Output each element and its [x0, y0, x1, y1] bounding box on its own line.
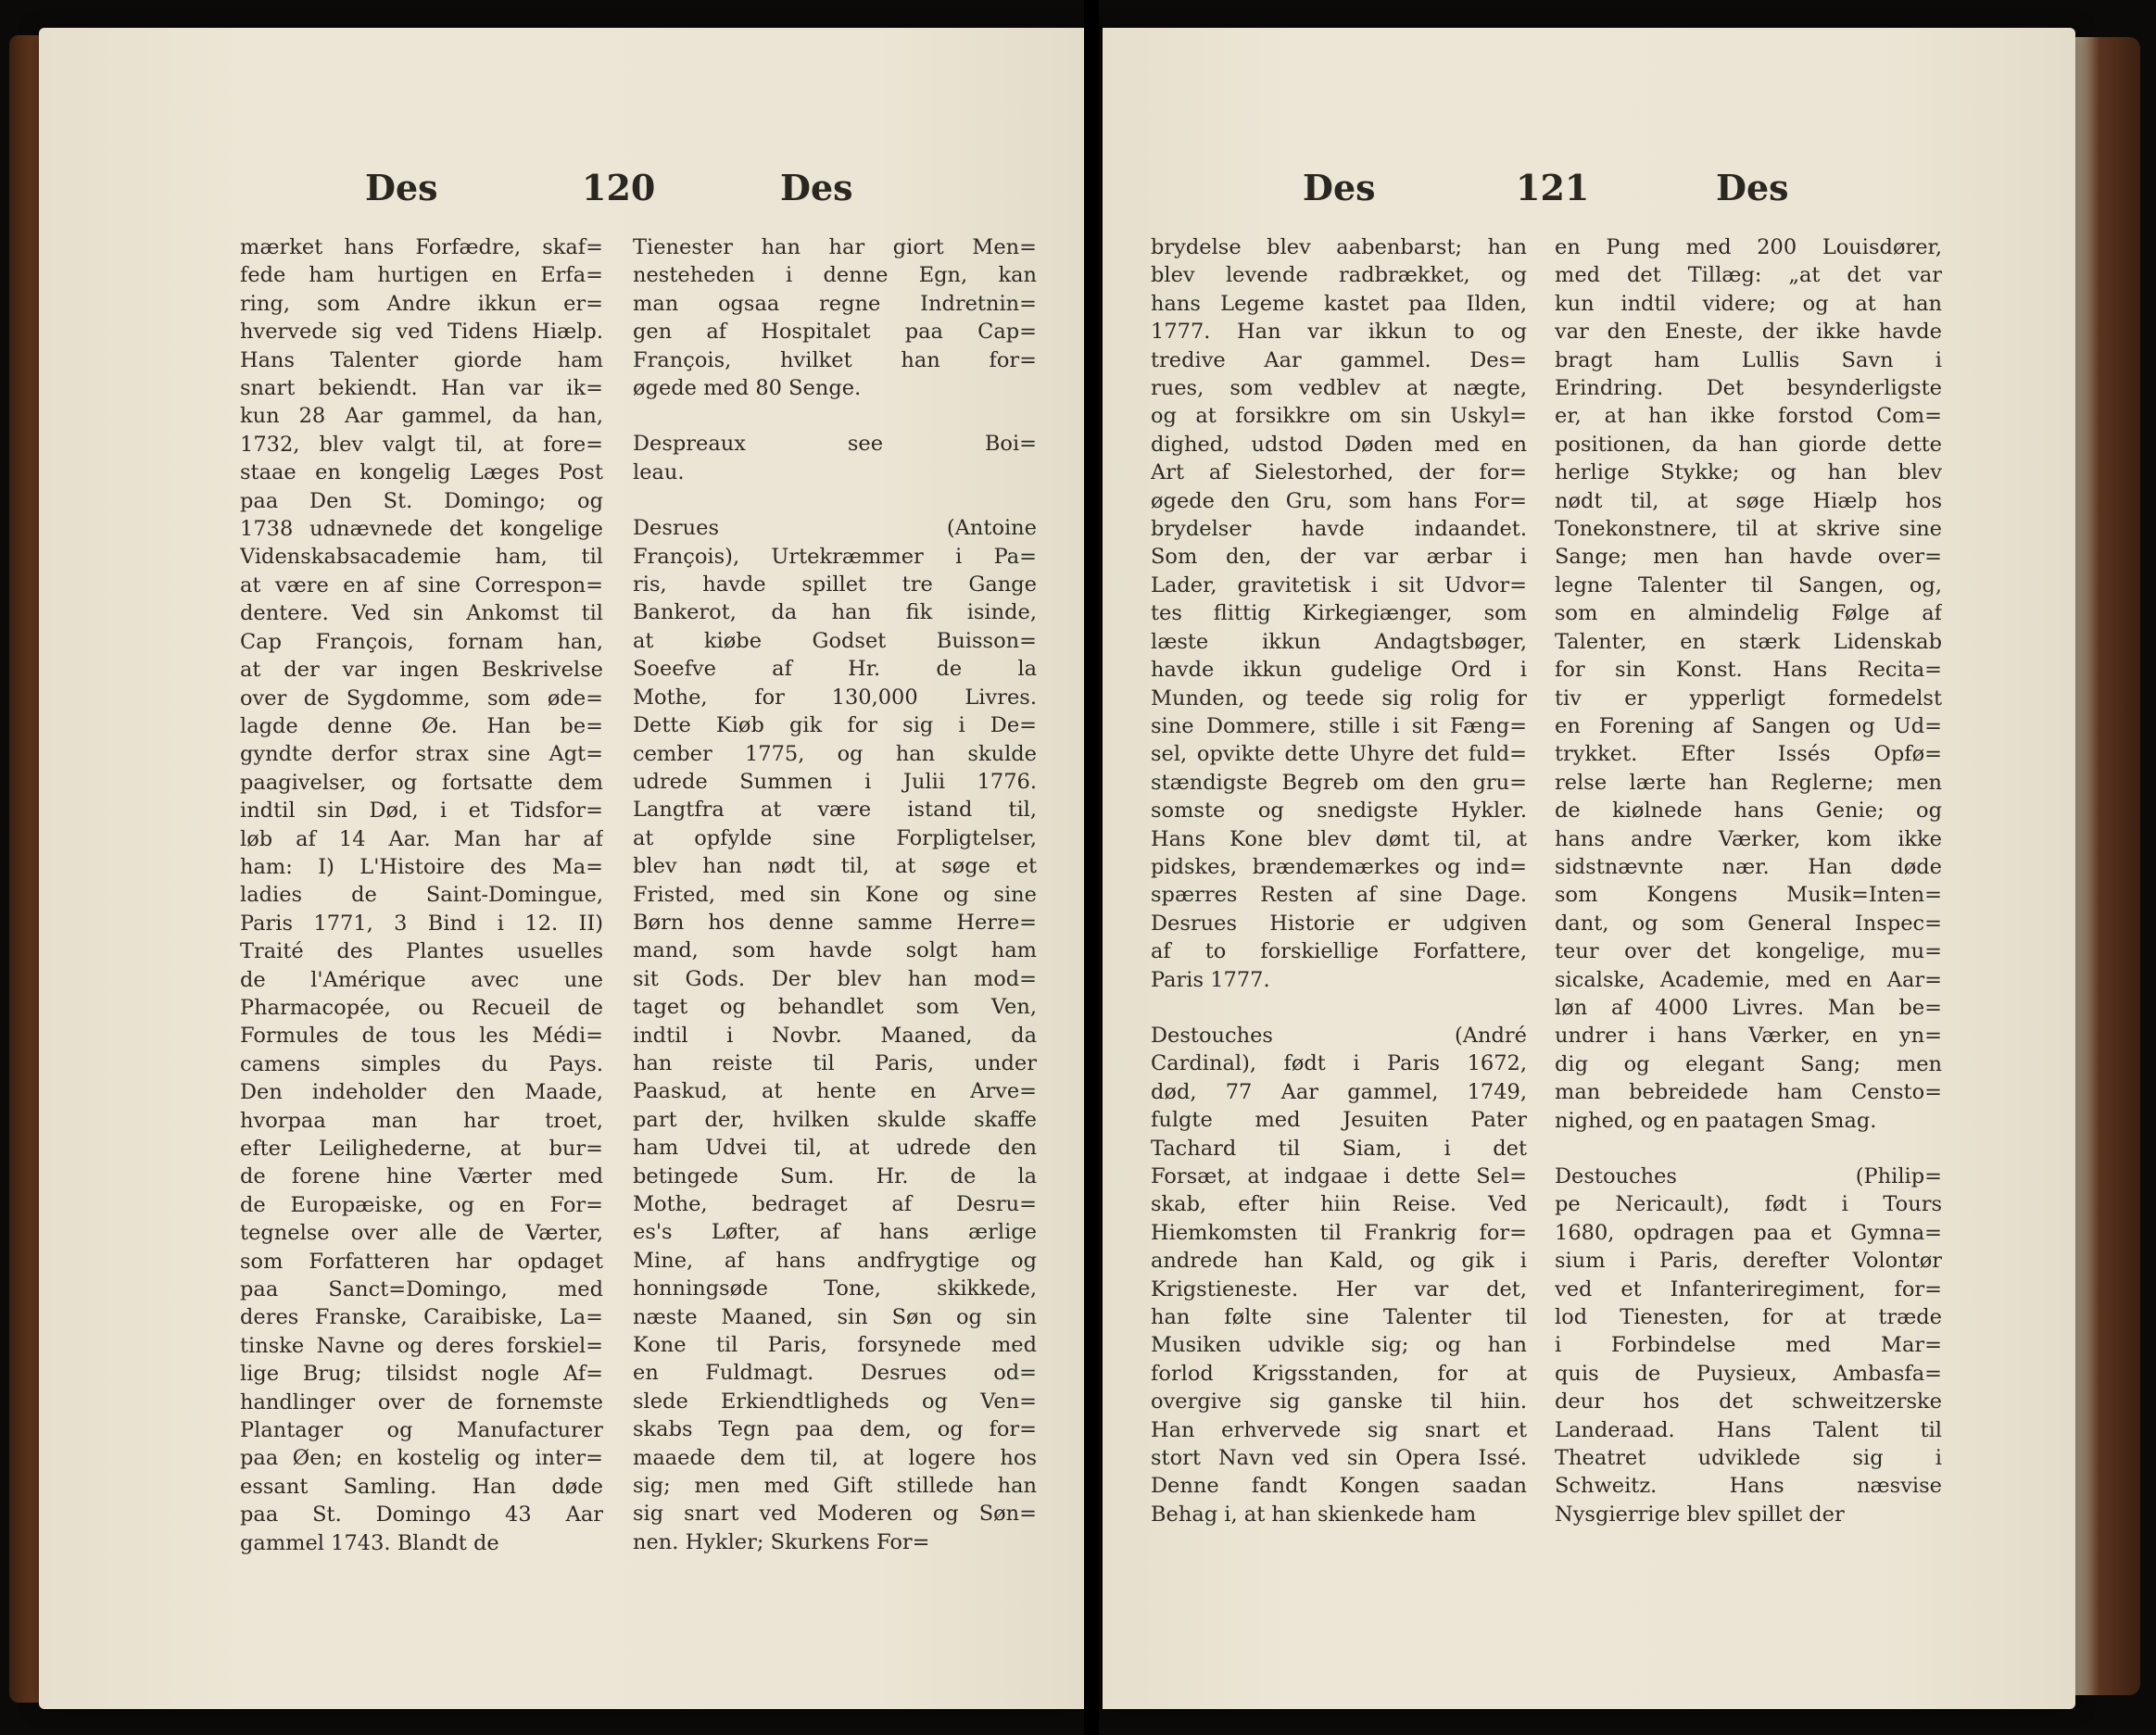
text-line: Cap François, fornam han, [240, 629, 603, 654]
text-line: undrer i hans Værker, en yn= [1555, 1024, 1942, 1049]
text-line: Nysgierrige blev spillet der [1555, 1502, 1845, 1527]
text-line: rues, som vedblev at nægte, [1151, 376, 1527, 401]
text-line: tinske Navne og deres forskiel= [240, 1333, 603, 1358]
text-line: es's Løfter, af hans ærlige [633, 1220, 1037, 1245]
text-line: deres Franske, Caraibiske, La= [240, 1305, 603, 1330]
text-line: Hans Talenter giorde ham [240, 347, 603, 372]
text-line: taget og behandlet som Ven, [633, 995, 1037, 1020]
text-line: sicalske, Academie, med en Aar= [1555, 967, 1942, 992]
text-line: fulgte med Jesuiten Pater [1151, 1108, 1527, 1133]
text-line: løb af 14 Aar. Man har af [240, 826, 603, 851]
text-line: legne Talenter til Sangen, og, [1555, 572, 1942, 597]
text-line: sine Dommere, stille i sit Fæng= [1151, 713, 1527, 738]
text-line: skab, efter hiin Reise. Ved [1151, 1192, 1527, 1217]
text-line: 1738 udnævnede det kongelige [240, 517, 603, 542]
text-line: betingede Sum. Hr. de la [633, 1163, 1037, 1188]
text-line: skabs Tegn paa dem, og for= [633, 1417, 1037, 1442]
right-page [1103, 28, 2075, 1709]
text-line: ham Udvei til, at udrede den [633, 1136, 1037, 1161]
text-line: i Forbindelse med Mar= [1555, 1333, 1942, 1358]
text-line: honningsøde Tone, skikkede, [633, 1276, 1037, 1301]
text-line: dig og elegant Sang; men [1555, 1051, 1942, 1076]
text-line: forlod Krigsstanden, for at [1151, 1361, 1527, 1386]
text-line: er, at han ikke forstod Com= [1555, 404, 1942, 429]
text-line: tes flittig Kirkegiænger, som [1151, 601, 1527, 626]
text-line: at der var ingen Beskrivelse [240, 658, 603, 683]
text-line: François, hvilket han for= [633, 347, 1037, 372]
text-line: Tonekonstnere, til at skrive sine [1555, 517, 1942, 542]
text-line: Børn hos denne samme Herre= [633, 910, 1037, 935]
text-line: dighed, udstod Døden med en [1151, 432, 1527, 457]
text-line: lagde denne Øe. Han be= [240, 713, 603, 738]
text-line: essant Samling. Han døde [240, 1474, 603, 1499]
text-line: Videnskabsacademie ham, til [240, 545, 603, 570]
text-line: Fristed, med sin Kone og sine [633, 882, 1037, 907]
text-line: pidskes, brændemærkes og ind= [1151, 854, 1527, 879]
text-line: camens simples du Pays. [240, 1051, 603, 1076]
text-line: en Fuldmagt. Desrues od= [633, 1361, 1037, 1386]
right-page-number: 121 [1516, 167, 1590, 208]
text-line: som en almindelig Følge af [1555, 601, 1942, 626]
text-line: man bebreidede ham Censto= [1555, 1080, 1942, 1105]
text-line: som Kongens Musik=Inten= [1555, 883, 1942, 908]
text-line: en Forening af Sangen og Ud= [1555, 713, 1942, 738]
text-line: kun 28 Aar gammel, da han, [240, 404, 603, 429]
text-line: ved et Infanteriregiment, for= [1555, 1276, 1942, 1301]
text-line: de forene hine Værter med [240, 1164, 603, 1189]
text-line: sig; men med Gift stillede han [633, 1474, 1037, 1499]
text-line: overgive sig ganske til hiin. [1151, 1389, 1527, 1414]
text-line: mand, som havde solgt ham [633, 938, 1037, 963]
text-line: Musiken udvikle sig; og han [1151, 1333, 1527, 1358]
text-line: slede Erkiendtligheds og Ven= [633, 1389, 1037, 1414]
text-line: tredive Aar gammel. Des= [1151, 347, 1527, 372]
text-line: over de Sygdomme, som øde= [240, 685, 603, 710]
text-line: Dette Kiøb gik for sig i De= [633, 713, 1037, 738]
text-line: en Pung med 200 Louisdører, [1555, 235, 1942, 259]
text-line: de l'Amérique avec une [240, 967, 603, 992]
text-line: lod Tienesten, for at træde [1555, 1305, 1942, 1330]
left-page-column-1 [240, 233, 603, 1557]
text-line: hans andre Værker, kom ikke [1555, 826, 1942, 851]
text-line: Mine, af hans andfrygtige og [633, 1248, 1037, 1273]
text-line: med det Tillæg: „at det var [1555, 263, 1942, 288]
text-line: Langtfra at være istand til, [633, 798, 1037, 823]
text-line: Som den, der var ærbar i [1151, 545, 1527, 570]
text-line: Munden, og teede sig rolig for [1151, 685, 1527, 710]
text-line: teur over det kongelige, mu= [1555, 939, 1942, 964]
text-line: Theatret udviklede sig i [1555, 1446, 1942, 1471]
text-line: Lader, gravitetisk i sit Udvor= [1151, 572, 1527, 597]
text-line: cember 1775, og han skulde [633, 741, 1037, 766]
right-header-word-left: Des [1303, 167, 1376, 208]
text-line: stort Navn ved sin Opera Issé. [1151, 1446, 1527, 1471]
text-line: leau. [633, 459, 685, 484]
text-line: sel, opvikte dette Uhyre det fuld= [1151, 742, 1527, 767]
text-line: Paris 1771, 3 Bind i 12. II) [240, 911, 603, 936]
text-line: Talenter, en stærk Lidenskab [1555, 629, 1942, 654]
text-line: paa St. Domingo 43 Aar [240, 1502, 603, 1528]
text-line: part der, hvilken skulde skaffe [633, 1107, 1037, 1132]
text-line: næste Maaned, sin Søn og sin [633, 1304, 1037, 1329]
text-line: relse lærte han Reglerne; men [1555, 770, 1942, 795]
text-line: paa Den St. Domingo; og [240, 488, 603, 513]
text-line: løn af 4000 Livres. Man be= [1555, 995, 1942, 1020]
text-line: læste ikkun Andagtsbøger, [1151, 629, 1527, 654]
text-line: tegnelse over alle de Værter, [240, 1221, 603, 1246]
text-line: efter Leilighederne, at bur= [240, 1137, 603, 1161]
text-line: deur hos det schweitzerske [1555, 1389, 1942, 1414]
text-line: Cardinal), født i Paris 1672, [1151, 1051, 1527, 1076]
right-page-header [1103, 167, 2075, 222]
text-line: andrede han Kald, og gik i [1151, 1249, 1527, 1274]
text-line: Paris 1777. [1151, 967, 1270, 992]
text-line: herlige Stykke; og han blev [1555, 460, 1942, 485]
text-line: sidstnævnte nær. Han døde [1555, 854, 1942, 879]
left-page-column-2 [633, 233, 1037, 1556]
text-line: Mothe, bedraget af Desru= [633, 1192, 1037, 1216]
text-line: nighed, og en paatagen Smag. [1555, 1108, 1877, 1133]
text-line: død, 77 Aar gammel, 1749, [1151, 1079, 1527, 1104]
left-header-word-right: Des [780, 167, 853, 208]
text-line: Schweitz. Hans næsvise [1555, 1474, 1942, 1499]
paragraph-gap [633, 402, 1037, 430]
text-line: øgede med 80 Senge. [633, 376, 862, 401]
text-line: gammel 1743. Blandt de [240, 1530, 499, 1555]
text-line: spærres Resten af sine Dage. [1151, 883, 1527, 908]
paragraph-gap [1151, 994, 1527, 1022]
text-line: Desrues Historie er udgiven [1151, 911, 1527, 936]
text-line: ring, som Andre ikkun er= [240, 291, 603, 316]
text-line: Behag i, at han skienkede ham [1151, 1502, 1477, 1527]
left-page-header [39, 167, 1084, 222]
text-line: Destouches (Philip= [1555, 1164, 1942, 1188]
text-line: somste og snedigste Hykler. [1151, 798, 1527, 823]
text-line: stændigste Begreb om den gru= [1151, 770, 1527, 795]
text-line: blev han nødt til, at søge et [633, 854, 1037, 879]
text-line: Tienester han har giort Men= [633, 235, 1037, 259]
text-line: Pharmacopée, ou Recueil de [240, 995, 603, 1020]
text-line: blev levende radbrækket, og [1151, 263, 1527, 288]
text-line: fede ham hurtigen en Erfa= [240, 263, 603, 288]
text-line: at kiøbe Godset Buisson= [633, 628, 1037, 653]
text-line: sit Gods. Der blev han mod= [633, 966, 1037, 991]
text-line: dentere. Ved sin Ankomst til [240, 601, 603, 626]
text-line: kun indtil videre; og at han [1555, 291, 1942, 316]
text-line: Landeraad. Hans Talent til [1555, 1417, 1942, 1442]
text-line: udrede Summen i Julii 1776. [633, 769, 1037, 794]
text-line: tiv er ypperligt formedelst [1555, 685, 1942, 710]
left-page-number: 120 [582, 167, 656, 208]
left-page [39, 28, 1084, 1709]
text-line: Hans Kone blev dømt til, at [1151, 826, 1527, 851]
text-line: nødt til, at søge Hiælp hos [1555, 488, 1942, 513]
paragraph-gap [633, 486, 1037, 514]
text-line: af to forskiellige Forfattere, [1151, 939, 1527, 964]
text-line: hvorpaa man har troet, [240, 1108, 603, 1133]
text-line: snart bekiendt. Han var ik= [240, 376, 603, 401]
text-line: Denne fandt Kongen saadan [1151, 1474, 1527, 1499]
text-line: Destouches (André [1151, 1023, 1527, 1048]
text-line: de kiølnede hans Genie; og [1555, 798, 1942, 823]
text-line: øgede den Gru, som hans For= [1151, 488, 1527, 513]
text-line: indtil i Novbr. Maaned, da [633, 1023, 1037, 1048]
text-line: gen af Hospitalet paa Cap= [633, 320, 1037, 345]
text-line: ris, havde spillet tre Gange [633, 572, 1037, 597]
text-line: Art af Sielestorhed, der for= [1151, 460, 1527, 485]
text-line: Despreaux see Boi= [633, 432, 1037, 457]
text-line: Traité des Plantes usuelles [240, 939, 603, 964]
text-line: havde ikkun gudelige Ord i [1151, 658, 1527, 683]
text-line: maaede dem til, at logere hos [633, 1445, 1037, 1470]
text-line: Han erhvervede sig snart et [1151, 1417, 1527, 1442]
text-line: paa Øen; en kostelig og inter= [240, 1446, 603, 1471]
text-line: 1732, blev valgt til, at fore= [240, 432, 603, 457]
text-line: staae en kongelig Læges Post [240, 460, 603, 485]
text-line: paa Sanct=Domingo, med [240, 1277, 603, 1302]
text-line: brydelse blev aabenbarst; han [1151, 235, 1527, 259]
right-page-column-2 [1555, 233, 1942, 1528]
text-line: paagivelser, og fortsatte dem [240, 770, 603, 795]
text-line: Forsæt, at indgaae i dette Sel= [1151, 1164, 1527, 1188]
text-line: hvervede sig ved Tidens Hiælp. [240, 320, 603, 345]
text-line: lige Brug; tilsidst nogle Af= [240, 1362, 603, 1387]
text-line: Desrues (Antoine [633, 516, 1037, 541]
text-line: han reiste til Paris, under [633, 1050, 1037, 1075]
text-line: gyndte derfor strax sine Agt= [240, 742, 603, 767]
text-line: François), Urtekræmmer i Pa= [633, 544, 1037, 569]
text-line: nesteheden i denne Egn, kan [633, 263, 1037, 288]
text-line: som Forfatteren har opdaget [240, 1249, 603, 1274]
text-line: Kone til Paris, forsynede med [633, 1333, 1037, 1358]
text-line: for sin Konst. Hans Recita= [1555, 658, 1942, 683]
text-line: sium i Paris, derefter Volontør [1555, 1249, 1942, 1274]
text-line: Tachard til Siam, i det [1151, 1136, 1527, 1161]
paragraph-gap [1555, 1135, 1942, 1163]
text-line: og at forsikkre om sin Uskyl= [1151, 404, 1527, 429]
text-line: Sange; men han havde over= [1555, 545, 1942, 570]
text-line: sig snart ved Moderen og Søn= [633, 1502, 1037, 1527]
text-line: pe Nericault), født i Tours [1555, 1192, 1942, 1217]
text-line: at være en af sine Correspon= [240, 572, 603, 597]
text-line: var den Eneste, der ikke havde [1555, 320, 1942, 345]
text-line: Den indeholder den Maade, [240, 1080, 603, 1105]
text-line: positionen, da han giorde dette [1555, 432, 1942, 457]
spread-divider [1084, 0, 1099, 1735]
text-line: indtil sin Død, i et Tidsfor= [240, 798, 603, 823]
text-line: quis de Puysieux, Ambasfa= [1555, 1361, 1942, 1386]
text-line: handlinger over de fornemste [240, 1389, 603, 1414]
text-line: de Europæiske, og en For= [240, 1192, 603, 1217]
right-page-column-1 [1151, 233, 1527, 1528]
right-header-word-right: Des [1716, 167, 1789, 208]
text-line: man ogsaa regne Indretnin= [633, 291, 1037, 316]
text-line: Plantager og Manufacturer [240, 1418, 603, 1443]
text-line: dant, og som General Inspec= [1555, 911, 1942, 936]
text-line: Hiemkomsten til Frankrig for= [1151, 1220, 1527, 1245]
text-line: Paaskud, at hente en Arve= [633, 1079, 1037, 1104]
text-line: trykket. Efter Issés Opfø= [1555, 742, 1942, 767]
left-header-word-left: Des [365, 167, 438, 208]
text-line: Erindring. Det besynderligste [1555, 376, 1942, 401]
text-line: hans Legeme kastet paa Ilden, [1151, 291, 1527, 316]
text-line: ham: I) L'Histoire des Ma= [240, 854, 603, 879]
text-line: Formules de tous les Médi= [240, 1024, 603, 1049]
text-line: ladies de Saint-Domingue, [240, 883, 603, 908]
text-line: bragt ham Lullis Savn i [1555, 347, 1942, 372]
text-line: han følte sine Talenter til [1151, 1305, 1527, 1330]
text-line: Soeefve af Hr. de la [633, 657, 1037, 682]
text-line: at opfylde sine Forpligtelser, [633, 825, 1037, 850]
text-line: brydelser havde indaandet. [1151, 517, 1527, 542]
text-line: Bankerot, da han fik isinde, [633, 600, 1037, 625]
text-line: 1777. Han var ikkun to og [1151, 320, 1527, 345]
text-line: nen. Hykler; Skurkens For= [633, 1529, 930, 1554]
text-line: Krigstieneste. Her var det, [1151, 1276, 1527, 1301]
text-line: mærket hans Forfædre, skaf= [240, 235, 603, 259]
text-line: Mothe, for 130,000 Livres. [633, 685, 1037, 710]
text-line: 1680, opdragen paa et Gymna= [1555, 1220, 1942, 1245]
